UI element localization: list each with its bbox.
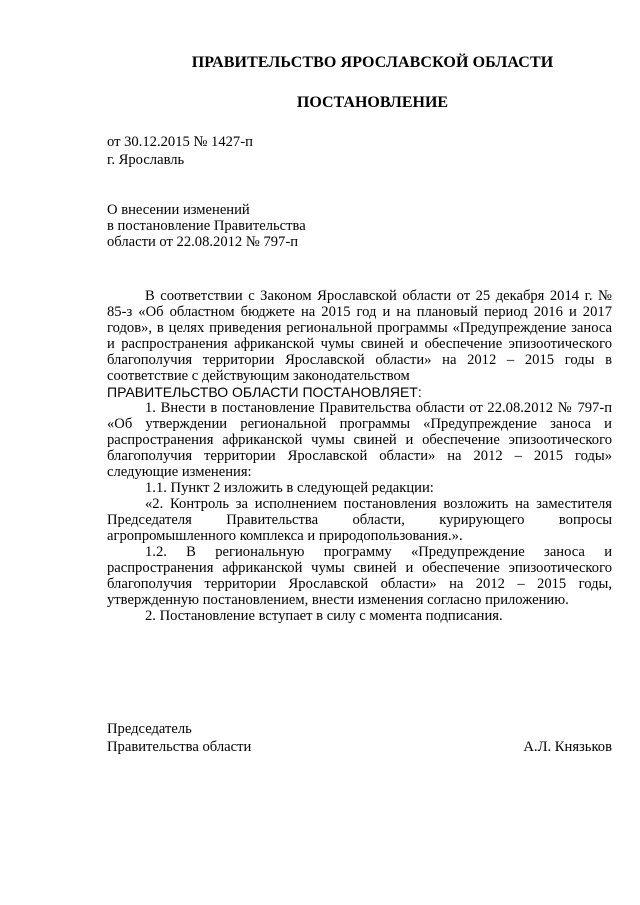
city: г. Ярославль: [107, 152, 185, 168]
preamble-paragraph: В соответствии с Законом Ярославской области от 25 декабря 2014 г. № 85-з «Об областном бюджете на 2015 год и на плановый период 2016 и 2017 годов», в целях приведения региональной программы «Предупреждение заноса и распространения африканской чумы свиней и обеспечение эпизоотического благополучия территории Ярославской области» на 2012 – 2015 годы в соответствие с действующим законодательством: [107, 288, 612, 384]
document-subject: [107, 202, 306, 250]
document-type-title: ПОСТАНОВЛЕНИЕ: [296, 94, 449, 111]
subject-line: в постановление Правительства: [107, 218, 306, 234]
subject-line: области от 22.08.2012 № 797-п: [107, 234, 299, 250]
organization-title: ПРАВИТЕЛЬСТВО ЯРОСЛАВСКОЙ ОБЛАСТИ: [191, 54, 554, 71]
item-1-paragraph: 1. Внести в постановление Правительства области от 22.08.2012 № 797-п «Об утверждении региональной программы «Предупреждение заноса и распространения африканской чумы свиней и обеспечение эпизоотического благополучия территории Ярославской области» на 2012 – 2015 годы» следующие изменения:: [107, 400, 612, 480]
signatory-title-line2: Правительства области: [107, 739, 252, 755]
subject-line: О внесении изменений: [107, 202, 250, 218]
item-1-1-paragraph: 1.1. Пункт 2 изложить в следующей редакции:: [145, 480, 434, 496]
item-2-paragraph: 2. Постановление вступает в силу с момента подписания.: [145, 608, 503, 624]
signature-block: [107, 720, 612, 756]
item-1-1-text-paragraph: «2. Контроль за исполнением постановления возложить на заместителя Председателя Правительства области, курирующего вопросы агропромышленного комплекса и природопользования.».: [107, 496, 612, 544]
signature-row: [107, 738, 612, 756]
signatory-name: А.Л. Князьков: [523, 739, 612, 755]
signatory-title-line1: Председатель: [107, 721, 192, 737]
ruling-heading: ПРАВИТЕЛЬСТВО ОБЛАСТИ ПОСТАНОВЛЯЕТ:: [107, 384, 422, 400]
document-body: [107, 288, 612, 624]
item-1-2-paragraph: 1.2. В региональную программу «Предупреждение заноса и распространения африканской чумы свиней и обеспечение эпизоотического благополучия территории Ярославской области» на 2012 – 2015 годы, утвержденную постановлением, внести изменения согласно приложению.: [107, 544, 612, 608]
date-number: от 30.12.2015 № 1427-п: [107, 134, 253, 150]
document-meta: [107, 133, 253, 169]
